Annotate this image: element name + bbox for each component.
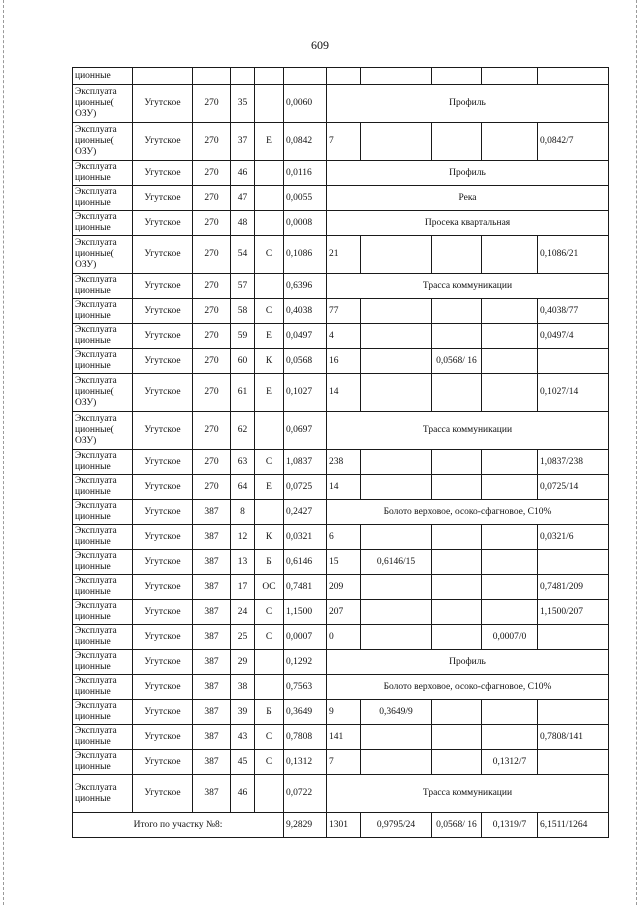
page-edge-left (3, 0, 4, 905)
total-group-4: 6,1511/1264 (538, 813, 609, 838)
cell-quarter: 270 (193, 299, 231, 324)
table-row (73, 625, 609, 650)
cell-group-3 (482, 700, 538, 725)
cell-species (255, 775, 284, 813)
cell-quarter: 270 (193, 236, 231, 274)
table-body (73, 68, 609, 838)
cell-group-1 (361, 450, 432, 475)
cell-species: К (255, 349, 284, 374)
total-group-3: 0,1319/7 (482, 813, 538, 838)
cell-quarter: 387 (193, 525, 231, 550)
cell-group-2 (432, 123, 482, 161)
cell-forestry-name: Угутское (133, 211, 193, 236)
cell-note: Трасса коммуникации (327, 274, 609, 299)
cell-group-3: 0,1312/7 (482, 750, 538, 775)
cell-quarter: 270 (193, 161, 231, 186)
table-row (73, 650, 609, 675)
cell-land-use: Эксплуата ционные (73, 475, 133, 500)
cell-forestry-name: Угутское (133, 500, 193, 525)
cell-area: 1,1500 (284, 600, 327, 625)
cell-group-4 (538, 700, 609, 725)
cell-group-3: 0,0007/0 (482, 625, 538, 650)
cell-group-4: 0,7481/209 (538, 575, 609, 600)
cell-group-2 (432, 236, 482, 274)
cell-land-use: Эксплуата ционные (73, 186, 133, 211)
cell-quarter: 270 (193, 412, 231, 450)
cell-species: Е (255, 374, 284, 412)
cell-quarter: 387 (193, 625, 231, 650)
cell-forestry-name: Угутское (133, 123, 193, 161)
cell-land-use: Эксплуата ционные (73, 625, 133, 650)
total-group-2: 0,0568/ 16 (432, 813, 482, 838)
cell-area: 0,0725 (284, 475, 327, 500)
cell-volume: 207 (327, 600, 361, 625)
cell-area: 0,6396 (284, 274, 327, 299)
cell-group-2 (432, 374, 482, 412)
cell-group-1 (361, 299, 432, 324)
cell-volume: 209 (327, 575, 361, 600)
cell-quarter: 387 (193, 725, 231, 750)
table-row (73, 550, 609, 575)
cell-land-use: Эксплуата ционные (73, 600, 133, 625)
cell-land-use: Эксплуата ционные (73, 750, 133, 775)
cell-land-use: Эксплуата ционные( ОЗУ) (73, 374, 133, 412)
cell-group-1 (361, 750, 432, 775)
cell-compartment: 12 (231, 525, 255, 550)
cell-forestry-name: Угутское (133, 775, 193, 813)
cell-volume: 9 (327, 700, 361, 725)
table-row (73, 450, 609, 475)
cell-use-partial: ционные (73, 68, 133, 85)
table-row (73, 299, 609, 324)
cell-group-1 (361, 600, 432, 625)
cell-land-use: Эксплуата ционные( ОЗУ) (73, 236, 133, 274)
cell-compartment: 63 (231, 450, 255, 475)
cell-area: 0,3649 (284, 700, 327, 725)
cell-species: С (255, 236, 284, 274)
cell-volume: 7 (327, 750, 361, 775)
cell-forestry-name: Угутское (133, 450, 193, 475)
cell-quarter: 387 (193, 600, 231, 625)
cell-compartment: 47 (231, 186, 255, 211)
cell-land-use: Эксплуата ционные (73, 161, 133, 186)
cell-area: 0,7481 (284, 575, 327, 600)
cell-area: 0,1027 (284, 374, 327, 412)
cell-volume: 6 (327, 525, 361, 550)
cell-species: К (255, 525, 284, 550)
table-row (73, 475, 609, 500)
cell-volume: 14 (327, 475, 361, 500)
cell-volume: 0 (327, 625, 361, 650)
cell-group-1 (361, 349, 432, 374)
cell-group-1: 0,3649/9 (361, 700, 432, 725)
cell-quarter: 387 (193, 700, 231, 725)
table-row (73, 186, 609, 211)
cell-group-2 (432, 324, 482, 349)
cell-species (255, 412, 284, 450)
cell-group-4 (538, 349, 609, 374)
cell-land-use: Эксплуата ционные (73, 349, 133, 374)
cell-quarter: 270 (193, 374, 231, 412)
cell-forestry-name: Угутское (133, 374, 193, 412)
cell-group-2: 0,0568/ 16 (432, 349, 482, 374)
cell-note: Болото верховое, осоко-сфагновое, С10% (327, 500, 609, 525)
cell-species (255, 211, 284, 236)
cell-area: 0,0697 (284, 412, 327, 450)
cell-group-1 (361, 625, 432, 650)
cell-volume: 14 (327, 374, 361, 412)
cell-land-use: Эксплуата ционные (73, 700, 133, 725)
cell-species: Б (255, 550, 284, 575)
cell-compartment: 43 (231, 725, 255, 750)
cell-volume: 141 (327, 725, 361, 750)
cell-species (255, 274, 284, 299)
total-area: 9,2829 (284, 813, 327, 838)
cell-group-3 (482, 123, 538, 161)
cell-species (255, 85, 284, 123)
cell-quarter: 387 (193, 575, 231, 600)
cell-quarter: 387 (193, 550, 231, 575)
cell-group-2 (432, 725, 482, 750)
table-row (73, 161, 609, 186)
cell-note: Река (327, 186, 609, 211)
cell-group-3 (482, 525, 538, 550)
cell-land-use: Эксплуата ционные (73, 450, 133, 475)
cell-forestry-name: Угутское (133, 750, 193, 775)
cell-compartment: 60 (231, 349, 255, 374)
cell-species (255, 675, 284, 700)
cell-group-4 (538, 625, 609, 650)
cell-quarter: 387 (193, 775, 231, 813)
cell-group-3 (482, 324, 538, 349)
cell-group-4: 0,0321/6 (538, 525, 609, 550)
cell-forestry-name: Угутское (133, 625, 193, 650)
cell-compartment: 54 (231, 236, 255, 274)
cell-quarter: 387 (193, 650, 231, 675)
cell-note: Болото верховое, осоко-сфагновое, С10% (327, 675, 609, 700)
cell-species: С (255, 600, 284, 625)
cell-forestry-name: Угутское (133, 600, 193, 625)
cell-area: 0,0055 (284, 186, 327, 211)
cell-area: 0,7563 (284, 675, 327, 700)
cell-group-2 (432, 475, 482, 500)
cell-land-use: Эксплуата ционные( ОЗУ) (73, 85, 133, 123)
cell-note: Профиль (327, 650, 609, 675)
cell-note: Профиль (327, 161, 609, 186)
cell-group-1 (361, 725, 432, 750)
cell-area: 0,0008 (284, 211, 327, 236)
cell-compartment: 46 (231, 161, 255, 186)
cell-forestry-name: Угутское (133, 675, 193, 700)
cell-group-3 (482, 374, 538, 412)
cell-compartment: 46 (231, 775, 255, 813)
cell-group-3 (482, 575, 538, 600)
cell-group-1 (361, 525, 432, 550)
cell-land-use: Эксплуата ционные (73, 299, 133, 324)
cell-volume: 238 (327, 450, 361, 475)
cell-compartment: 64 (231, 475, 255, 500)
cell-compartment: 29 (231, 650, 255, 675)
table-row (73, 123, 609, 161)
cell-compartment: 8 (231, 500, 255, 525)
cell-quarter: 270 (193, 450, 231, 475)
cell-area: 0,0321 (284, 525, 327, 550)
cell-species: Е (255, 324, 284, 349)
cell-group-2 (432, 700, 482, 725)
cell-area: 0,0116 (284, 161, 327, 186)
cell-area: 0,0497 (284, 324, 327, 349)
table-row (73, 211, 609, 236)
land-plots-table (72, 67, 609, 838)
cell-forestry-name: Угутское (133, 650, 193, 675)
cell-compartment: 37 (231, 123, 255, 161)
cell-land-use: Эксплуата ционные (73, 274, 133, 299)
total-row (73, 813, 609, 838)
cell-volume: 7 (327, 123, 361, 161)
cell-group-2 (432, 550, 482, 575)
cell-volume: 77 (327, 299, 361, 324)
cell-group-4: 1,1500/207 (538, 600, 609, 625)
cell-forestry-name: Угутское (133, 349, 193, 374)
cell-species: С (255, 725, 284, 750)
cell-forestry-name: Угутское (133, 550, 193, 575)
cell-quarter: 270 (193, 349, 231, 374)
cell-species: Б (255, 700, 284, 725)
cell-land-use: Эксплуата ционные (73, 725, 133, 750)
table-row (73, 675, 609, 700)
page-edge-right (636, 0, 637, 905)
cell-area: 0,0722 (284, 775, 327, 813)
cell-group-4: 0,7808/141 (538, 725, 609, 750)
cell-quarter: 270 (193, 274, 231, 299)
cell-group-4: 0,0497/4 (538, 324, 609, 349)
cell-compartment: 57 (231, 274, 255, 299)
total-volume: 1301 (327, 813, 361, 838)
cell-land-use: Эксплуата ционные (73, 550, 133, 575)
cell-group-3 (482, 725, 538, 750)
cell-volume: 16 (327, 349, 361, 374)
cell-species: Е (255, 475, 284, 500)
cell-quarter: 270 (193, 324, 231, 349)
cell-area: 0,2427 (284, 500, 327, 525)
table-row (73, 775, 609, 813)
cell-forestry-name: Угутское (133, 324, 193, 349)
cell-group-3 (482, 236, 538, 274)
cell-compartment: 45 (231, 750, 255, 775)
table-row (73, 274, 609, 299)
cell-compartment: 38 (231, 675, 255, 700)
cell-group-1 (361, 475, 432, 500)
total-group-1: 0,9795/24 (361, 813, 432, 838)
total-label: Итого по участку №8: (73, 813, 284, 838)
cell-group-2 (432, 600, 482, 625)
cell-group-4: 0,0842/7 (538, 123, 609, 161)
cell-note: Профиль (327, 85, 609, 123)
cell-species (255, 186, 284, 211)
cell-group-4 (538, 550, 609, 575)
table-row (73, 575, 609, 600)
table-row (73, 725, 609, 750)
cell-area: 0,0842 (284, 123, 327, 161)
page-number: 609 (311, 38, 329, 52)
cell-group-2 (432, 750, 482, 775)
cell-forestry-name: Угутское (133, 274, 193, 299)
cell-volume: 21 (327, 236, 361, 274)
cell-forestry-name: Угутское (133, 700, 193, 725)
cell-group-2 (432, 625, 482, 650)
table-row (73, 324, 609, 349)
cell-compartment: 35 (231, 85, 255, 123)
cell-forestry-name: Угутское (133, 412, 193, 450)
table-row (73, 750, 609, 775)
cell-land-use: Эксплуата ционные (73, 650, 133, 675)
cell-quarter: 387 (193, 675, 231, 700)
cell-note: Трасса коммуникации (327, 412, 609, 450)
cell-compartment: 17 (231, 575, 255, 600)
table-row (73, 85, 609, 123)
cell-area: 0,0060 (284, 85, 327, 123)
cell-area: 1,0837 (284, 450, 327, 475)
cell-area: 0,1086 (284, 236, 327, 274)
cell-species: С (255, 450, 284, 475)
cell-group-4: 0,4038/77 (538, 299, 609, 324)
cell-group-1 (361, 374, 432, 412)
cell-group-4: 0,1086/21 (538, 236, 609, 274)
cell-compartment: 24 (231, 600, 255, 625)
cell-quarter: 270 (193, 85, 231, 123)
cell-compartment: 25 (231, 625, 255, 650)
cell-group-3 (482, 550, 538, 575)
cell-quarter: 270 (193, 211, 231, 236)
cell-compartment: 13 (231, 550, 255, 575)
cell-forestry-name: Угутское (133, 161, 193, 186)
cell-group-1: 0,6146/15 (361, 550, 432, 575)
cell-group-3 (482, 450, 538, 475)
table-row (73, 700, 609, 725)
cell-land-use: Эксплуата ционные( ОЗУ) (73, 123, 133, 161)
cell-quarter: 387 (193, 750, 231, 775)
cell-forestry-name: Угутское (133, 186, 193, 211)
cell-group-4: 0,0725/14 (538, 475, 609, 500)
cell-group-3 (482, 299, 538, 324)
cell-group-4 (538, 750, 609, 775)
cell-volume: 15 (327, 550, 361, 575)
cell-note: Трасса коммуникации (327, 775, 609, 813)
cell-compartment: 59 (231, 324, 255, 349)
cell-quarter: 270 (193, 475, 231, 500)
cell-group-3 (482, 600, 538, 625)
cell-quarter: 387 (193, 500, 231, 525)
table-row (73, 236, 609, 274)
cell-area: 0,7808 (284, 725, 327, 750)
cell-quarter: 270 (193, 186, 231, 211)
cell-forestry-name: Угутское (133, 525, 193, 550)
cell-forestry-name: Угутское (133, 236, 193, 274)
cell-group-2 (432, 299, 482, 324)
cell-area: 0,0007 (284, 625, 327, 650)
cell-group-3 (482, 475, 538, 500)
cell-compartment: 62 (231, 412, 255, 450)
cell-area: 0,0568 (284, 349, 327, 374)
cell-land-use: Эксплуата ционные (73, 775, 133, 813)
cell-group-2 (432, 450, 482, 475)
cell-area: 0,4038 (284, 299, 327, 324)
cell-land-use: Эксплуата ционные( ОЗУ) (73, 412, 133, 450)
cell-species: С (255, 625, 284, 650)
cell-group-1 (361, 324, 432, 349)
cell-species: С (255, 750, 284, 775)
table-row (73, 412, 609, 450)
cell-species (255, 650, 284, 675)
cell-land-use: Эксплуата ционные (73, 500, 133, 525)
cell-quarter: 270 (193, 123, 231, 161)
cell-land-use: Эксплуата ционные (73, 525, 133, 550)
cell-group-1 (361, 575, 432, 600)
cell-group-4: 1,0837/238 (538, 450, 609, 475)
cell-volume: 4 (327, 324, 361, 349)
cell-forestry-name: Угутское (133, 475, 193, 500)
table-row (73, 525, 609, 550)
cell-compartment: 58 (231, 299, 255, 324)
table-row-partial (73, 68, 609, 85)
table-row (73, 500, 609, 525)
table-row (73, 600, 609, 625)
cell-species: ОС (255, 575, 284, 600)
cell-land-use: Эксплуата ционные (73, 211, 133, 236)
cell-forestry-name: Угутское (133, 725, 193, 750)
cell-group-3 (482, 349, 538, 374)
cell-group-4: 0,1027/14 (538, 374, 609, 412)
cell-species: С (255, 299, 284, 324)
cell-compartment: 39 (231, 700, 255, 725)
cell-group-2 (432, 525, 482, 550)
cell-group-1 (361, 236, 432, 274)
cell-land-use: Эксплуата ционные (73, 675, 133, 700)
cell-area: 0,1312 (284, 750, 327, 775)
cell-species (255, 161, 284, 186)
cell-species (255, 500, 284, 525)
cell-land-use: Эксплуата ционные (73, 575, 133, 600)
cell-forestry-name: Угутское (133, 299, 193, 324)
cell-forestry-name: Угутское (133, 85, 193, 123)
cell-compartment: 48 (231, 211, 255, 236)
cell-forestry-name: Угутское (133, 575, 193, 600)
cell-compartment: 61 (231, 374, 255, 412)
cell-group-2 (432, 575, 482, 600)
cell-area: 0,1292 (284, 650, 327, 675)
cell-group-1 (361, 123, 432, 161)
table-row (73, 349, 609, 374)
cell-area: 0,6146 (284, 550, 327, 575)
cell-species: Е (255, 123, 284, 161)
cell-note: Просека квартальная (327, 211, 609, 236)
table-row (73, 374, 609, 412)
cell-land-use: Эксплуата ционные (73, 324, 133, 349)
